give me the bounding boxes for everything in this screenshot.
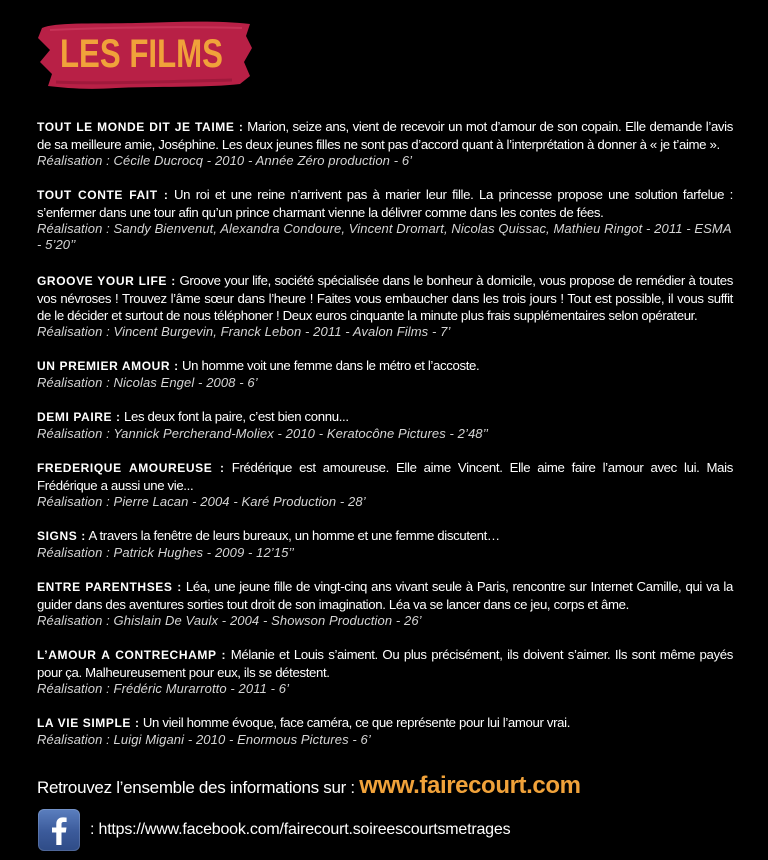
film-title: GROOVE YOUR LIFE : [37,274,176,288]
facebook-row [38,808,510,852]
film-item [37,714,733,748]
film-list [37,118,733,748]
film-credit: Réalisation : Luigi Migani - 2010 - Enormous Pictures - 6’ [37,732,371,747]
film-title: L’AMOUR A CONTRECHAMP : [37,648,227,662]
film-synopsis [37,357,733,375]
facebook-link[interactable]: : https://www.facebook.com/fairecourt.soireescourtsmetrages [90,821,511,838]
film-synopsis [37,527,733,545]
film-synopsis-text: Frédérique est amoureuse. Elle aime Vincent. Elle aime faire l’amour avec lui. Mais Frédérique a aussi une vie... [37,460,733,493]
film-item [37,646,733,697]
film-credit: Réalisation : Ghislain De Vaulx - 2004 - Showson Production - 26’ [37,613,422,628]
film-synopsis-text: Léa, une jeune fille de vingt-cinq ans vivant seule à Paris, rencontre sur Internet Camille, qui va la guider dans des aventures sorties tout droit de son imagination. Léa va se lancer dans ce jeu, corps et âme. [37,579,733,612]
film-synopsis [37,272,733,324]
film-item [37,459,733,510]
footer-text: Retrouvez l’ensemble des informations sur : [37,778,360,797]
film-title: TOUT LE MONDE DIT JE TAIME : [37,120,244,134]
website-link[interactable]: www.fairecourt.com [359,772,581,799]
film-synopsis [37,118,733,153]
film-item [37,408,733,442]
film-credit: Réalisation : Vincent Burgevin, Franck Lebon - 2011 - Avalon Films - 7’ [37,324,451,339]
film-item [37,186,733,253]
film-synopsis-text: Les deux font la paire, c’est bien connu... [120,409,349,424]
film-synopsis [37,408,733,426]
film-credit: Réalisation : Yannick Percherand-Moliex - 2010 - Keratocône Pictures - 2’48’’ [37,426,489,441]
facebook-f-glyph [38,809,80,851]
film-credit: Réalisation : Sandy Bienvenut, Alexandra Condoure, Vincent Dromart, Nicolas Quissac, Mathieu Ringot - 2011 - ESMA - 5’20’’ [37,221,732,252]
film-item [37,357,733,391]
footer-info [37,772,581,800]
film-item [37,272,733,340]
film-credit: Réalisation : Nicolas Engel - 2008 - 6’ [37,375,258,390]
film-item [37,578,733,629]
film-title: UN PREMIER AMOUR : [37,359,179,373]
film-title: SIGNS : [37,529,86,543]
page-title: LES FILMS [60,32,223,76]
film-synopsis [37,186,733,221]
film-credit: Réalisation : Pierre Lacan - 2004 - Karé Production - 28’ [37,494,366,509]
film-synopsis [37,714,733,732]
film-item [37,118,733,169]
film-title: FREDERIQUE AMOUREUSE : [37,461,225,475]
film-synopsis [37,646,733,681]
film-synopsis-text: Un roi et une reine n’arrivent pas à marier leur fille. La princesse propose une solution farfelue : s’enfermer dans une tour afin qu’un prince charmant vienne la délivrer comme dans les contes de fées. [37,187,733,220]
film-credit: Réalisation : Frédéric Murarrotto - 2011 - 6’ [37,681,290,696]
facebook-icon[interactable] [38,809,80,851]
film-title: TOUT CONTE FAIT : [37,188,169,202]
film-synopsis-text: Un homme voit une femme dans le métro et l’accoste. [178,358,480,373]
film-synopsis-text: Mélanie et Louis s’aiment. Ou plus précisément, ils doivent s’aimer. Ils sont même payés pour ça. Malheureusement pour eux, ils se détestent. [37,647,733,680]
film-synopsis-text: Un vieil homme évoque, face caméra, ce que représente pour lui l’amour vrai. [139,715,571,730]
film-synopsis-text: A travers la fenêtre de leurs bureaux, un homme et une femme discutent… [85,528,500,543]
film-synopsis-text: Marion, seize ans, vient de recevoir un mot d’amour de son copain. Elle demande l’avis de sa meilleure amie, Joséphine. Les deux jeunes filles ne sont pas d’accord quant à l’interprétation à donner à « je t’aime ». [37,119,733,152]
film-credit: Réalisation : Patrick Hughes - 2009 - 12’15’’ [37,545,294,560]
film-title: ENTRE PARENTHSES : [37,580,182,594]
film-title: LA VIE SIMPLE : [37,716,140,730]
film-credit: Réalisation : Cécile Ducrocq - 2010 - Année Zéro production - 6’ [37,153,413,168]
film-item [37,527,733,561]
film-synopsis [37,459,733,494]
film-synopsis-text: Groove your life, société spécialisée dans le bonheur à domicile, vous propose de remédier à toutes vos névroses ! Trouvez l’âme sœur dans l’heure ! Faites vous embaucher dans les trois jours ! Tout est possible, il vous suffit de le décider et surtout de nous téléphoner ! Deux euros cinquante la minute plus frais supplémentaires selon opérateur. [37,273,733,323]
film-title: DEMI PAIRE : [37,410,121,424]
film-synopsis [37,578,733,613]
